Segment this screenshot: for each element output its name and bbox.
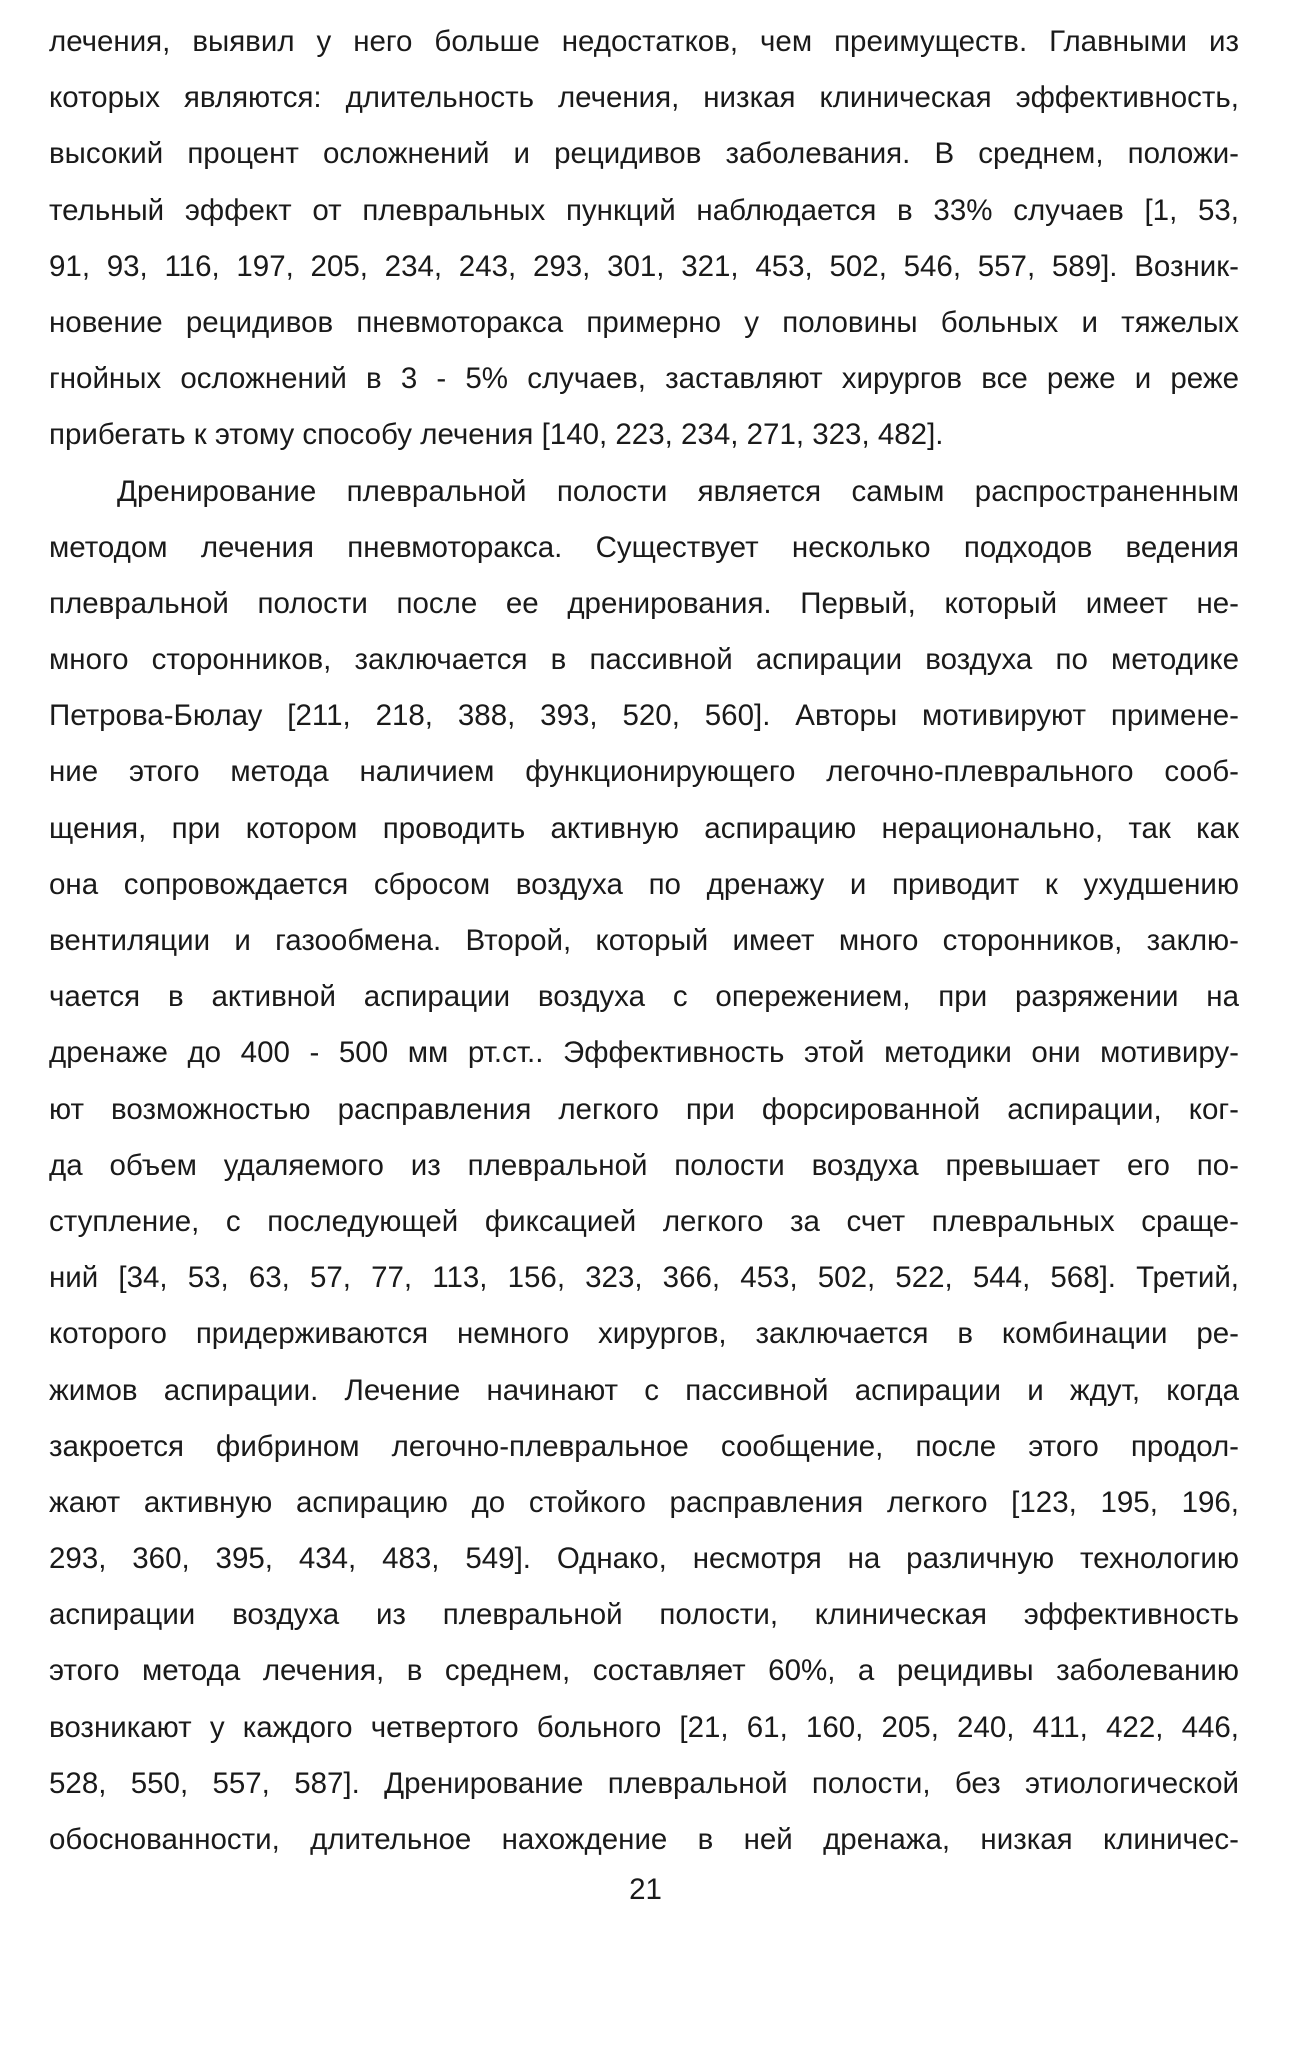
text-line: высокий процент осложнений и рецидивов заболевания. В среднем, положи-	[49, 137, 1239, 171]
text-line: плевральной полости после ее дренирования. Первый, который имеет не-	[49, 586, 1239, 620]
text-line: 91, 93, 116, 197, 205, 234, 243, 293, 301, 321, 453, 502, 546, 557, 589]. Возник-	[49, 249, 1239, 283]
body-text	[49, 14, 1239, 1868]
text-line: новение рецидивов пневмоторакса примерно у половины больных и тяжелых	[49, 305, 1239, 339]
text-line: Дренирование плевральной полости является самым распространенным	[117, 474, 1239, 508]
text-line: чается в активной аспирации воздуха с опережением, при разряжении на	[49, 980, 1239, 1014]
text-line: возникают у каждого четвертого больного [21, 61, 160, 205, 240, 411, 422, 446,	[49, 1710, 1239, 1744]
text-line: щения, при котором проводить активную аспирацию нерационально, так как	[49, 811, 1239, 845]
text-line: Петрова-Бюлау [211, 218, 388, 393, 520, 560]. Авторы мотивируют примене-	[49, 699, 1239, 733]
text-line: этого метода лечения, в среднем, составляет 60%, а рецидивы заболеванию	[49, 1654, 1239, 1688]
text-line: жимов аспирации. Лечение начинают с пассивной аспирации и ждут, когда	[49, 1373, 1239, 1407]
text-line: которого придерживаются немного хирургов, заключается в комбинации ре-	[49, 1317, 1239, 1351]
text-line: закроется фибрином легочно-плевральное сообщение, после этого продол-	[49, 1429, 1239, 1463]
text-line: ний [34, 53, 63, 57, 77, 113, 156, 323, 366, 453, 502, 522, 544, 568]. Третий,	[49, 1261, 1239, 1295]
text-line: ступление, с последующей фиксацией легкого за счет плевральных сраще-	[49, 1204, 1239, 1238]
text-line: 528, 550, 557, 587]. Дренирование плевральной полости, без этиологической	[49, 1766, 1239, 1800]
text-line: которых являются: длительность лечения, низкая клиническая эффективность,	[49, 81, 1239, 115]
page-number: 21	[629, 1873, 662, 1906]
text-line: жают активную аспирацию до стойкого расправления легкого [123, 195, 196,	[49, 1485, 1239, 1519]
text-line: вентиляции и газообмена. Второй, который имеет много сторонников, заклю-	[49, 924, 1239, 957]
text-line: 293, 360, 395, 434, 483, 549]. Однако, несмотря на различную технологию	[49, 1542, 1239, 1576]
text-line: ние этого метода наличием функционирующего легочно-плеврального сооб-	[49, 755, 1239, 789]
text-line: лечения, выявил у него больше недостатков, чем преимуществ. Главными из	[49, 25, 1239, 58]
text-line: гнойных осложнений в 3 - 5% случаев, заставляют хирургов все реже и реже	[49, 362, 1239, 396]
text-line: прибегать к этому способу лечения [140, 223, 234, 271, 323, 482].	[49, 418, 944, 452]
text-line: аспирации воздуха из плевральной полости, клиническая эффективность	[49, 1598, 1239, 1632]
text-line: дренаже до 400 - 500 мм рт.ст.. Эффективность этой методики они мотивиру-	[49, 1036, 1239, 1070]
text-line: тельный эффект от плевральных пункций наблюдается в 33% случаев [1, 53,	[49, 193, 1239, 227]
text-line: она сопровождается сбросом воздуха по дренажу и приводит к ухудшению	[49, 867, 1239, 901]
text-line: да объем удаляемого из плевральной полости воздуха превышает его по-	[49, 1148, 1239, 1182]
text-line: много сторонников, заключается в пассивной аспирации воздуха по методике	[49, 643, 1239, 677]
text-line: методом лечения пневмоторакса. Существует несколько подходов ведения	[49, 530, 1239, 564]
text-line: обоснованности, длительное нахождение в ней дренажа, низкая клиничес-	[49, 1823, 1239, 1856]
text-line: ют возможностью расправления легкого при форсированной аспирации, ког-	[49, 1092, 1239, 1126]
